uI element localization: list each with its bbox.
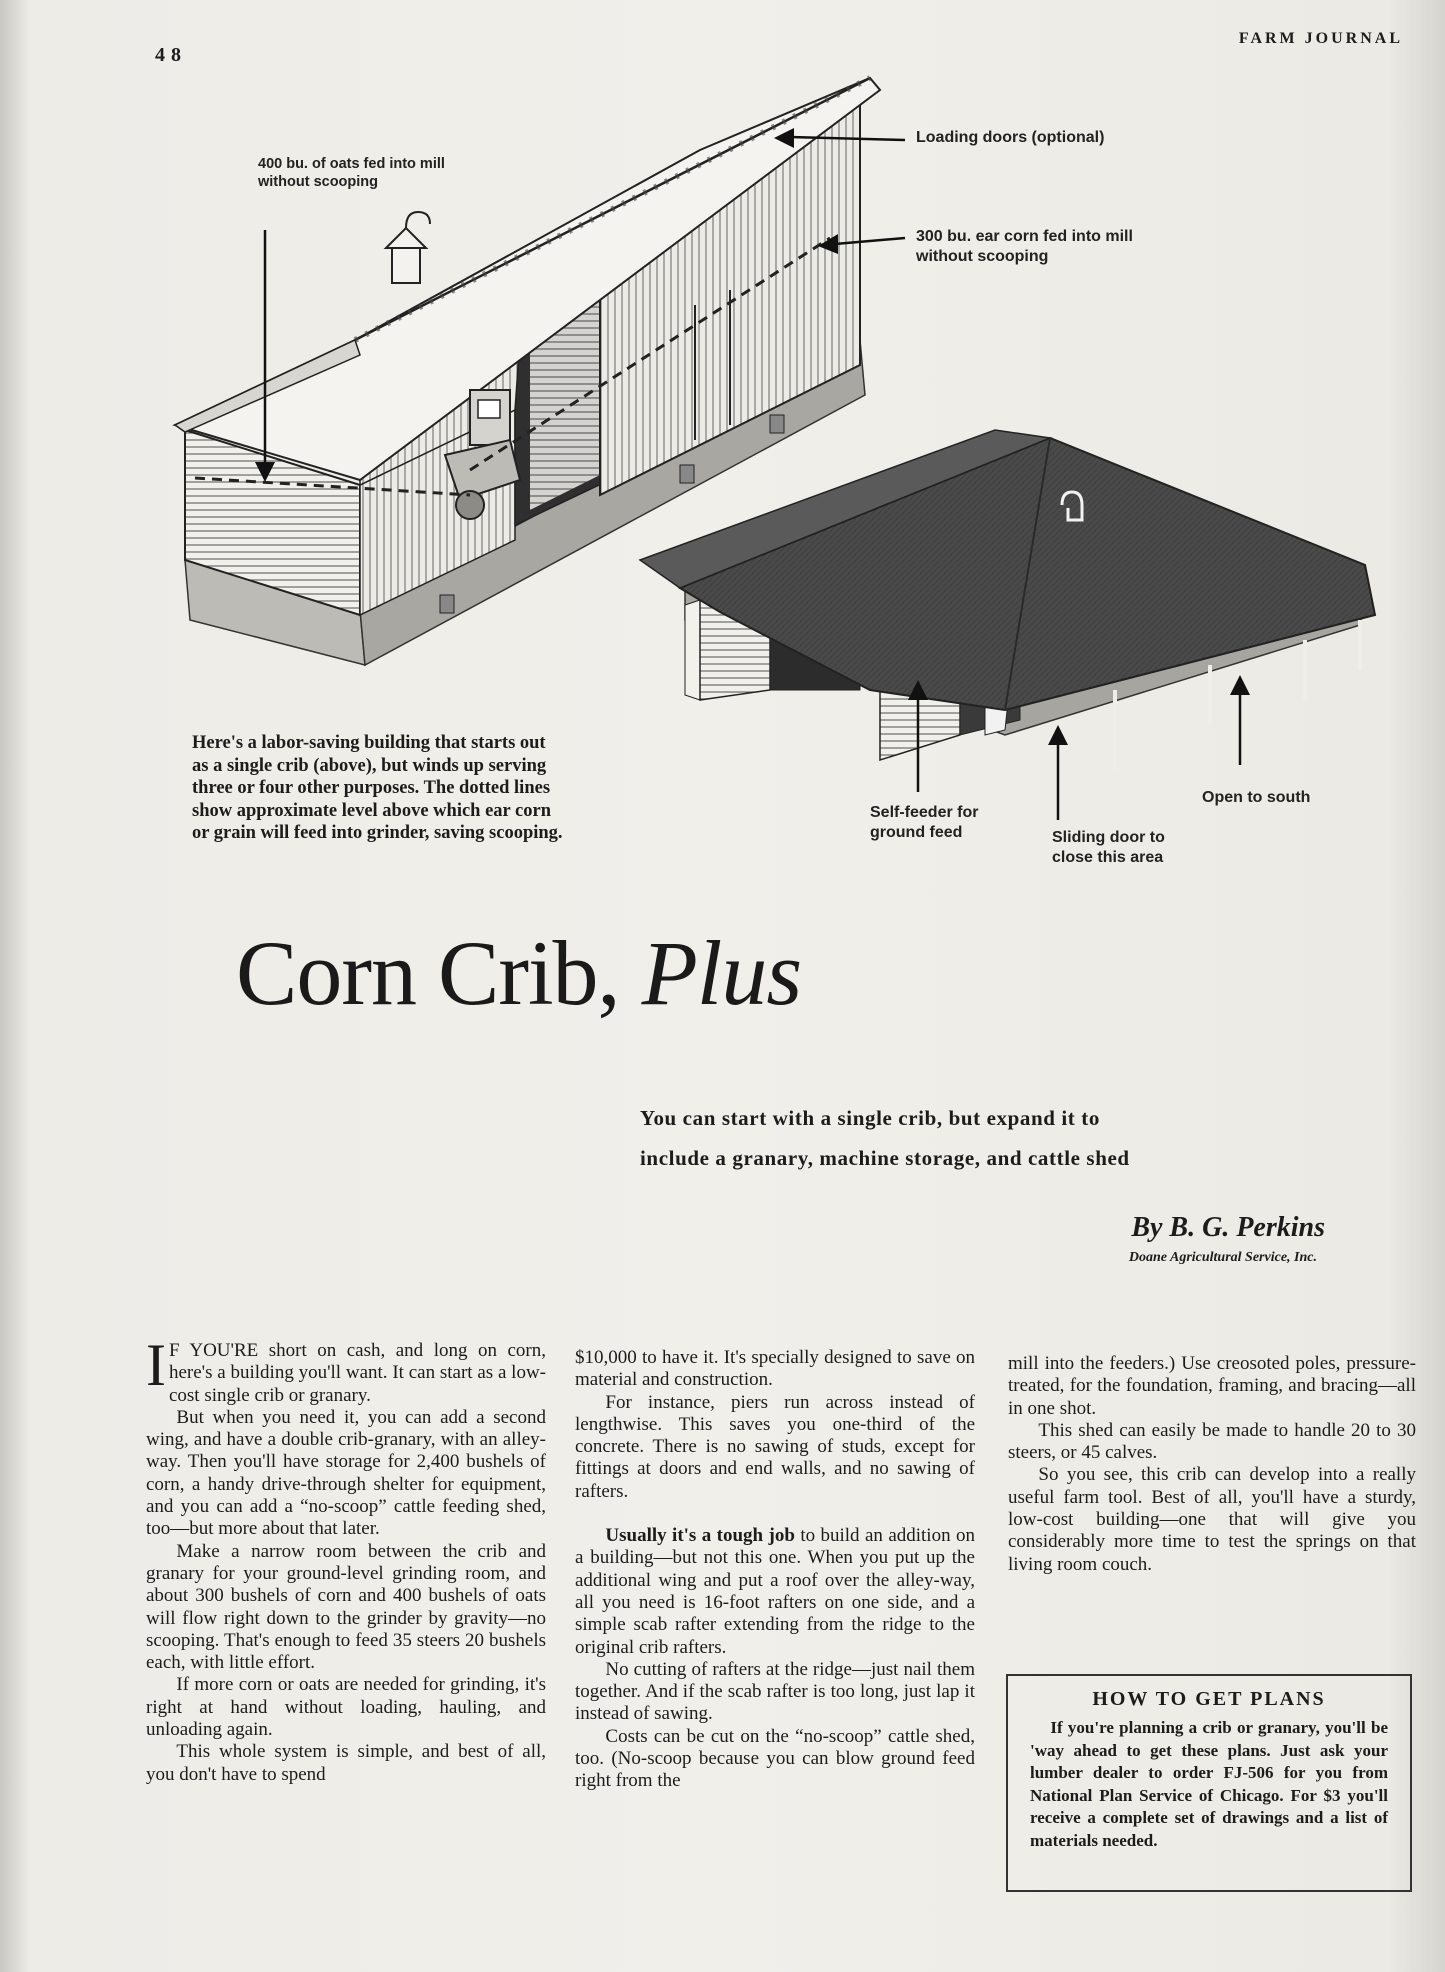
illustration-caption <box>192 732 684 845</box>
paragraph: Costs can be cut on the “no-scoop” cattle shed, too. (No-scoop because you can blow ground feed right from the <box>575 1725 975 1792</box>
paragraph: So you see, this crib can develop into a really useful farm tool. Best of all, you'll have a sturdy, low-cost building—one that will give you considerably more time to test the springs on that living room couch. <box>1008 1464 1416 1575</box>
article-column-1 <box>146 1332 546 1786</box>
paragraph <box>575 1525 975 1659</box>
paragraph: But when you need it, you can add a second wing, and have a double crib-granary, with an alley-way. Then you'll have storage for 2,400 bushels of corn, a handy drive-through shelter for equipment, and you can add a “no-scoop” cattle feeding shed, too—but more about that later. <box>146 1406 546 1540</box>
label-oats: 400 bu. of oats fed into mill without scooping <box>258 156 445 190</box>
paragraph-text: to build an addition on a building—but not this one. When you put up the additional wing and put a roof over the alley-way, all you need is 16-foot rafters on one side, and a simple scab rafter extending from the ridge to the original crib rafters. <box>575 1525 975 1658</box>
plans-heading: HOW TO GET PLANS <box>1092 1688 1326 1710</box>
author-affiliation: Doane Agricultural Service, Inc. <box>1128 1250 1317 1265</box>
caption-line: Here's a labor-saving building that starts out <box>192 733 546 753</box>
label-self-feeder: Self-feeder for ground feed <box>870 804 979 841</box>
caption-line: show approximate level above which ear corn <box>192 800 552 821</box>
paragraph: This shed can easily be made to handle 20 to 30 steers, or 45 calves. <box>1008 1419 1416 1464</box>
paragraph: mill into the feeders.) Use creosoted poles, pressure-treated, for the foundation, framing, and bracing—all in one shot. <box>1008 1353 1416 1419</box>
label-loading-doors: Loading doors (optional) <box>916 129 1105 146</box>
paragraph: $10,000 to have it. It's specially designed to save on material and construction. <box>575 1347 975 1391</box>
title-italic: Plus <box>641 922 802 1024</box>
paragraph: This whole system is simple, and best of all, you don't have to spend <box>146 1741 546 1785</box>
subtitle-line: include a granary, machine storage, and cattle shed <box>640 1146 1130 1170</box>
label-sliding-door: Sliding door to close this area <box>1052 829 1165 866</box>
title-text: Corn Crib, <box>236 922 620 1024</box>
plans-text: If you're planning a crib or granary, you'll be 'way ahead to get these plans. Just ask your lumber dealer to order FJ-506 for you from National Plan Service of Chicago. For $3 you'll receive a complete set of drawings and a list of materials needed. <box>1030 1718 1388 1850</box>
page-number: 48 <box>155 44 187 66</box>
paragraph <box>146 1332 546 1407</box>
subtitle-line: You can start with a single crib, but expand it to <box>640 1106 1100 1130</box>
label-ear-corn: 300 bu. ear corn fed into mill without scooping <box>916 228 1133 265</box>
paragraph: No cutting of rafters at the ridge—just nail them together. And if the scab rafter is too long, just lap it instead of sawing. <box>575 1658 975 1725</box>
article-title <box>236 920 801 1026</box>
article-subtitle <box>640 1098 1320 1178</box>
paragraph: For instance, piers run across instead of lengthwise. This saves you one-third of the concrete. There is no sawing of studs, except for fittings at doors and end walls, and no sawing of rafters. <box>575 1391 975 1502</box>
label-open-south: Open to south <box>1202 789 1311 806</box>
how-to-get-plans-box <box>1006 1674 1412 1892</box>
running-head: FARM JOURNAL <box>1238 30 1403 47</box>
caption-line: or grain will feed into grinder, saving scooping. <box>192 823 563 843</box>
paragraph: If more corn or oats are needed for grinding, it's right at hand without loading, hauling, and unloading again. <box>146 1674 546 1741</box>
paragraph: Make a narrow room between the crib and granary for your ground-level grinding room, and about 300 bushels of corn and 400 bushels of oats will flow right down to the grinder by gravity—no scooping. That's enough to feed 35 steers 20 bushels each, with little effort. <box>146 1540 546 1674</box>
lead-in: Usually it's a tough job <box>605 1525 795 1547</box>
article-column-2 <box>575 1347 975 1793</box>
byline: By B. G. Perkins <box>1131 1212 1325 1243</box>
caption-line: as a single crib (above), but winds up serving <box>192 755 547 776</box>
paragraph-text: F YOU'RE short on cash, and long on corn, here's a building you'll want. It can start as a low-cost single crib or granary. <box>168 1340 546 1406</box>
drop-cap: I <box>146 1332 166 1398</box>
article-column-3 <box>1008 1353 1416 1576</box>
caption-line: three or four other purposes. The dotted lines <box>192 778 551 798</box>
expanded-building-drawing <box>640 430 1375 820</box>
